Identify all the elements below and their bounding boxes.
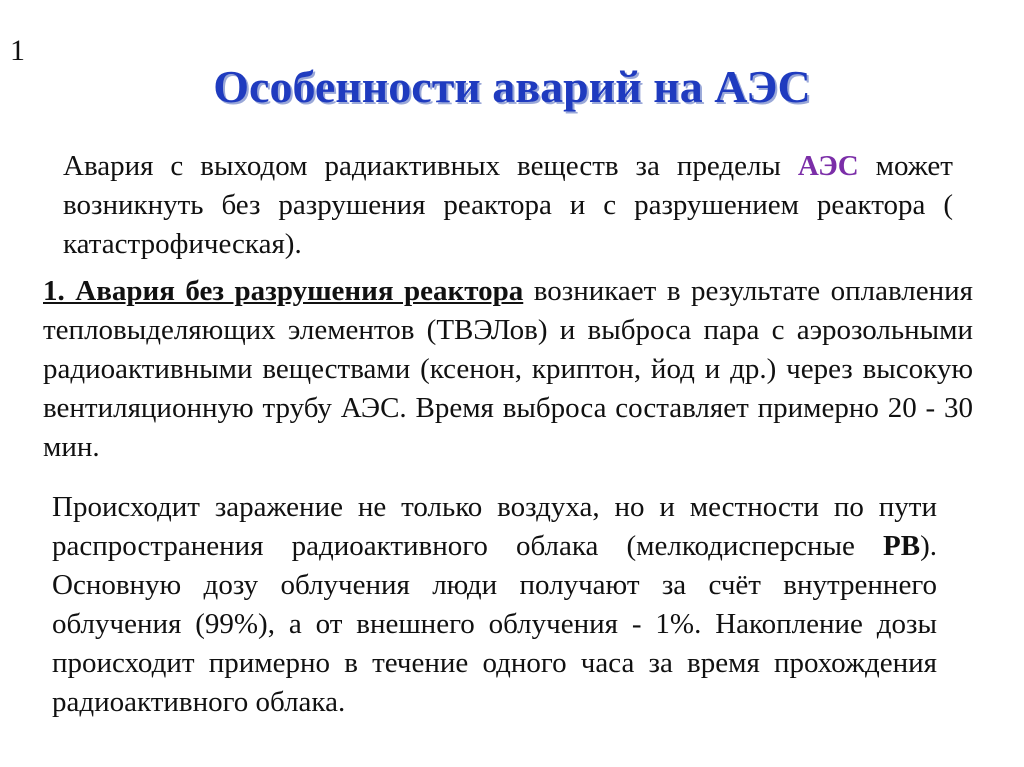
contamination-paragraph: [52, 488, 937, 722]
intro-text-after: может возникнуть без разрушения реактора и с разрушением реактора ( катастрофическая).: [63, 150, 953, 260]
paragraph1-text: возникает в результате оплавления тепловыделяющих элементов (ТВЭЛов) и выброса пара с аэрозольными радиоактивными веществами (ксенон, криптон, йод и др.) через высокую вентиляционную трубу АЭС. Время выброса составляет примерно 20 - 30 мин.: [43, 275, 974, 463]
slide-number: 1: [10, 34, 25, 67]
paragraph2-text-after: ). Основную дозу облучения люди получают за счёт внутреннего облучения (99%), а от внешнего облучения - 1%. Накопление дозы происходит примерно в течение одного часа за время прохождения радиоактивного облака.: [52, 530, 937, 718]
paragraph1-heading: 1. Авария без разрушения реактора: [43, 275, 524, 307]
page-title: Особенности аварий на АЭС: [213, 61, 811, 112]
accident-without-destruction-paragraph: [43, 272, 973, 467]
intro-paragraph: [63, 147, 953, 264]
paragraph2-text-before: Происходит заражение не только воздуха, но и местности по пути распространения радиоактивного облака (мелкодисперсные: [52, 491, 937, 562]
paragraph2-bold-rv: РВ: [883, 530, 921, 562]
intro-text-before: Авария с выходом радиактивных веществ за пределы: [63, 150, 798, 182]
intro-highlight-aes: АЭС: [797, 150, 859, 182]
